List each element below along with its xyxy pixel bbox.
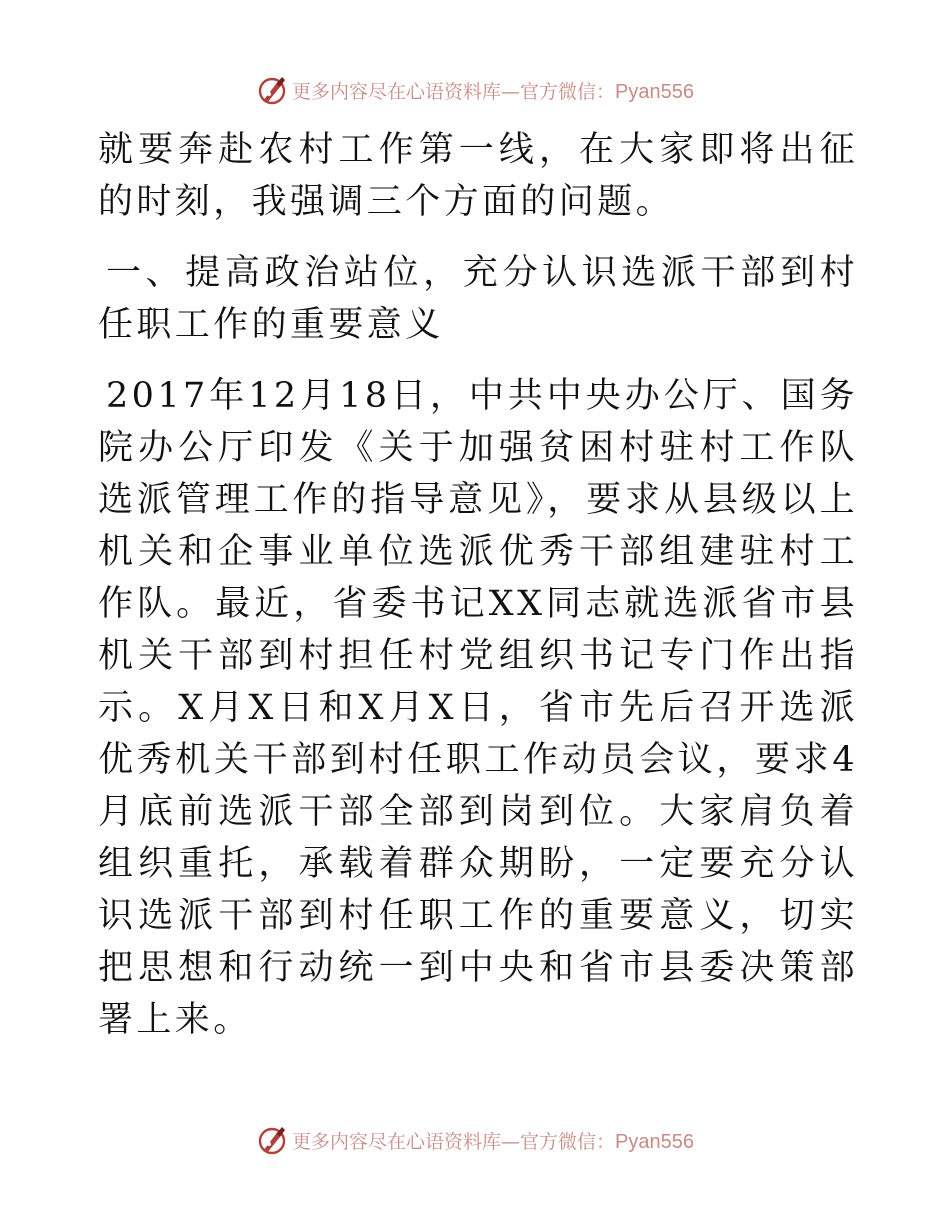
watermark-separator: —	[501, 1130, 521, 1153]
footer-watermark	[0, 1120, 950, 1160]
watermark-suffix: 官方微信：	[520, 80, 616, 103]
pen-logo-icon	[256, 74, 288, 106]
pen-logo-icon	[256, 1124, 288, 1156]
watermark-text	[292, 77, 694, 104]
section-heading: 一、提高政治站位，充分认识选派干部到村任职工作的重要意义	[98, 253, 858, 345]
watermark-brand: Pyan556	[615, 1130, 694, 1153]
watermark-main: 更多内容尽在心语资料库	[292, 80, 502, 103]
header-watermark	[0, 70, 950, 110]
watermark-suffix: 官方微信：	[520, 1130, 616, 1153]
watermark-main: 更多内容尽在心语资料库	[292, 1130, 502, 1153]
watermark-brand: Pyan556	[615, 80, 694, 103]
paragraph-continuation: 就要奔赴农村工作第一线，在大家即将出征的时刻，我强调三个方面的问题。	[98, 130, 858, 222]
watermark-separator: —	[501, 80, 521, 103]
watermark-text	[292, 1127, 694, 1154]
paragraph-body: 2017年12月18日，中共中央办公厅、国务院办公厅印发《关于加强贫困村驻村工作队选派管理工作的指导意见》，要求从县级以上机关和企事业单位选派优秀干部组建驻村工作队。最近，省委书记XX同志就选派省市县机关干部到村担任村党组织书记专门作出指示。X月X日和X月X日，省市先后召开选派优秀机关干部到村任职工作动员会议，要求4月底前选派干部全部到岗到位。大家肩负着组织重托，承载着群众期盼，一定要充分认识选派干部到村任职工作的重要意义，切实把思想和行动统一到中央和省市县委决策部署上来。	[98, 376, 858, 1040]
document-body	[98, 124, 858, 1046]
